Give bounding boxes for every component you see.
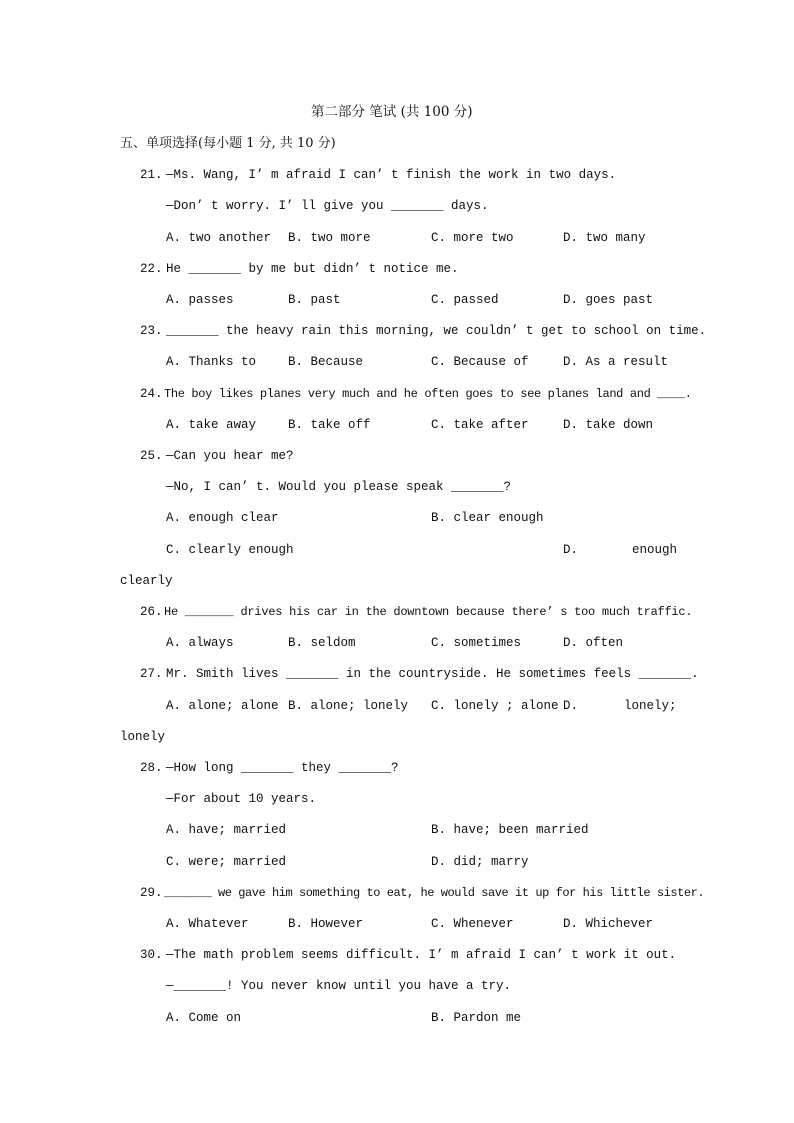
- question-stem: —Don’ t worry. I’ ll give you _______ days.: [166, 199, 489, 213]
- option-d-text-wrap: lonely: [120, 730, 166, 744]
- option-a: A. have; married: [166, 823, 287, 837]
- question-stem: _______ the heavy rain this morning, we couldn’ t get to school on time.: [166, 324, 707, 338]
- option-c: C. more two: [431, 231, 514, 245]
- question-stem: He _______ drives his car in the downtown because there’ s too much traffic.: [164, 605, 693, 619]
- option-d: D.: [563, 543, 579, 557]
- question-stem: —Can you hear me?: [166, 449, 294, 463]
- option-c: C. Whenever: [431, 917, 514, 931]
- question-stem: Mr. Smith lives _______ in the countryside. He sometimes feels _______.: [166, 667, 699, 681]
- question-stem: —No, I can’ t. Would you please speak _______?: [166, 480, 512, 494]
- question-number: 29.: [140, 886, 163, 900]
- question-stem: —For about 10 years.: [166, 792, 317, 806]
- option-d: D. Whichever: [563, 917, 654, 931]
- option-b: B. take off: [288, 418, 371, 432]
- question-stem: _______ we gave him something to eat, he would save it up for his little sister.: [164, 886, 705, 900]
- option-b: B. Pardon me: [431, 1011, 522, 1025]
- option-b: B. alone; lonely: [288, 699, 409, 713]
- option-d: D. often: [563, 636, 624, 650]
- question-stem: He _______ by me but didn’ t notice me.: [166, 262, 459, 276]
- option-b: B. past: [288, 293, 341, 307]
- option-b: B. However: [288, 917, 364, 931]
- option-c: C. Because of: [431, 355, 529, 369]
- option-c: C. take after: [431, 418, 529, 432]
- question-stem: —How long _______ they _______?: [166, 761, 399, 775]
- question-number: 24.: [140, 387, 163, 401]
- option-d: D. did; marry: [431, 855, 529, 869]
- option-b: B. seldom: [288, 636, 356, 650]
- option-d: D.: [563, 699, 579, 713]
- question-number: 26.: [140, 605, 163, 619]
- option-d: D. goes past: [563, 293, 654, 307]
- option-a: A. two another: [166, 231, 272, 245]
- option-a: A. enough clear: [166, 511, 279, 525]
- option-b: B. have; been married: [431, 823, 589, 837]
- question-stem: The boy likes planes very much and he often goes to see planes land and ____.: [164, 387, 692, 401]
- question-number: 22.: [140, 262, 163, 276]
- question-number: 23.: [140, 324, 163, 338]
- question-number: 28.: [140, 761, 163, 775]
- question-number: 30.: [140, 948, 163, 962]
- option-c: C. passed: [431, 293, 499, 307]
- option-b: B. clear enough: [431, 511, 544, 525]
- option-c: C. lonely ; alone: [431, 699, 559, 713]
- option-a: A. passes: [166, 293, 234, 307]
- option-a: A. always: [166, 636, 234, 650]
- question-number: 25.: [140, 449, 163, 463]
- option-b: B. Because: [288, 355, 364, 369]
- option-a: A. alone; alone: [166, 699, 279, 713]
- question-number: 27.: [140, 667, 163, 681]
- page-title: 第二部分 笔试 (共 100 分): [311, 104, 473, 120]
- question-stem: —The math problem seems difficult. I’ m afraid I can’ t work it out.: [166, 948, 677, 962]
- option-b: B. two more: [288, 231, 371, 245]
- option-d: D. As a result: [563, 355, 669, 369]
- option-d-text: lonely;: [624, 699, 677, 713]
- option-d-text-wrap: clearly: [120, 574, 173, 588]
- question-number: 21.: [140, 168, 163, 182]
- option-d-text: enough: [632, 543, 678, 557]
- option-a: A. Thanks to: [166, 355, 257, 369]
- option-a: A. Come on: [166, 1011, 242, 1025]
- question-stem: —_______! You never know until you have a try.: [166, 979, 512, 993]
- option-d: D. take down: [563, 418, 654, 432]
- option-d: D. two many: [563, 231, 646, 245]
- option-a: A. Whatever: [166, 917, 249, 931]
- option-c: C. were; married: [166, 855, 287, 869]
- section-heading: 五、单项选择(每小题 1 分, 共 10 分): [120, 136, 336, 151]
- option-c: C. sometimes: [431, 636, 522, 650]
- option-a: A. take away: [166, 418, 257, 432]
- question-stem: —Ms. Wang, I’ m afraid I can’ t finish the work in two days.: [166, 168, 617, 182]
- option-c: C. clearly enough: [166, 543, 294, 557]
